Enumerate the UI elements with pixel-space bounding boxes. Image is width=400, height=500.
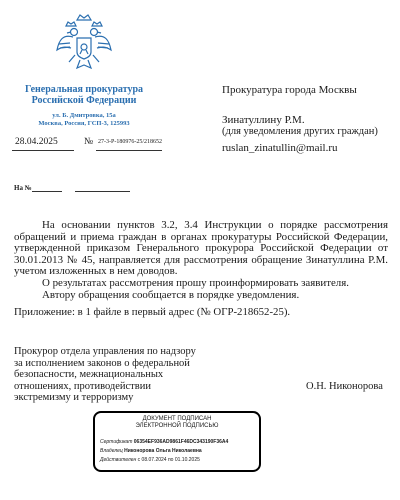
document-date: 28.04.2025	[15, 137, 58, 147]
document-number: 27-3-Р-180976-25/218652	[98, 139, 162, 145]
body-paragraph-3: Автору обращения сообщается в порядке уведомления.	[42, 288, 300, 301]
org-name-line1: Генеральная прокуратура	[24, 84, 144, 95]
stamp-owner-row	[100, 448, 202, 454]
stamp-validity-value: с 08.07.2024 по 01.10.2025	[137, 457, 200, 463]
body-paragraph-1: На основании пунктов 3.2, 3.4 Инструкции о порядке рассмотрения обращений и приема граждан в органах прокуратуры Российской Федерации, утвержденной приказом Генерального прокурора Российской Федерации от 30.01.2013 № 45, направляется для рассмотрения обращение Зинатуллина Р.М. учетом изложенных в нем доводов.	[14, 219, 388, 278]
reference-underline-2	[75, 191, 130, 192]
stamp-owner-value: Никонорова Ольга Николаевна	[124, 448, 202, 454]
org-name-line2: Российской Федерации	[31, 95, 137, 106]
electronic-signature-stamp	[93, 411, 261, 472]
stamp-certificate-row	[100, 439, 228, 445]
stamp-certificate-value: 06354EF936AD9861F46DC343190F36A4	[133, 439, 229, 445]
signer-position-line: экстремизму и терроризму	[14, 392, 134, 403]
russian-emblem-icon	[53, 10, 115, 74]
signer-position-line: Прокурор отдела управления по надзору	[14, 346, 196, 357]
recipient-note: (для уведомления других граждан)	[222, 126, 378, 137]
stamp-title-line2: ЭЛЕКТРОННОЙ ПОДПИСЬЮ	[135, 423, 219, 429]
org-address-line1: ул. Б. Дмитровка, 15а	[52, 112, 116, 119]
date-underline	[12, 150, 74, 151]
signer-position-line: безопасности, межнациональных	[14, 369, 164, 380]
stamp-title-line1: ДОКУМЕНТ ПОДПИСАН	[142, 416, 212, 422]
stamp-validity-label: Действителен	[100, 457, 137, 463]
body-paragraph-2: О результатах рассмотрения прошу проинформировать заявителя.	[42, 276, 349, 289]
reference-underline-1	[32, 191, 62, 192]
attachment-line: Приложение: в 1 файле в первый адрес (№ ОГР-218652-25).	[14, 306, 291, 318]
number-underline	[96, 150, 162, 151]
recipient-org: Прокуратура города Москвы	[222, 84, 357, 96]
number-sign: №	[84, 137, 94, 147]
signer-position-line: за исполнением законов о федеральной	[14, 357, 190, 369]
stamp-certificate-label: Сертификат	[100, 439, 133, 445]
stamp-owner-label: Владелец	[100, 448, 123, 454]
signer-position-line: отношениях, противодействии	[14, 380, 151, 392]
signer-position	[14, 346, 254, 404]
reference-number-label: На №	[14, 184, 32, 192]
stamp-validity-row	[100, 457, 200, 463]
letter-body	[14, 220, 388, 301]
recipient-name: Зинатуллину Р.М.	[222, 114, 305, 126]
signer-name: О.Н. Никонорова	[306, 381, 383, 392]
recipient-email: ruslan_zinatullin@mail.ru	[222, 142, 338, 154]
org-address-line2: Москва, Россия, ГСП-3, 125993	[38, 120, 130, 127]
